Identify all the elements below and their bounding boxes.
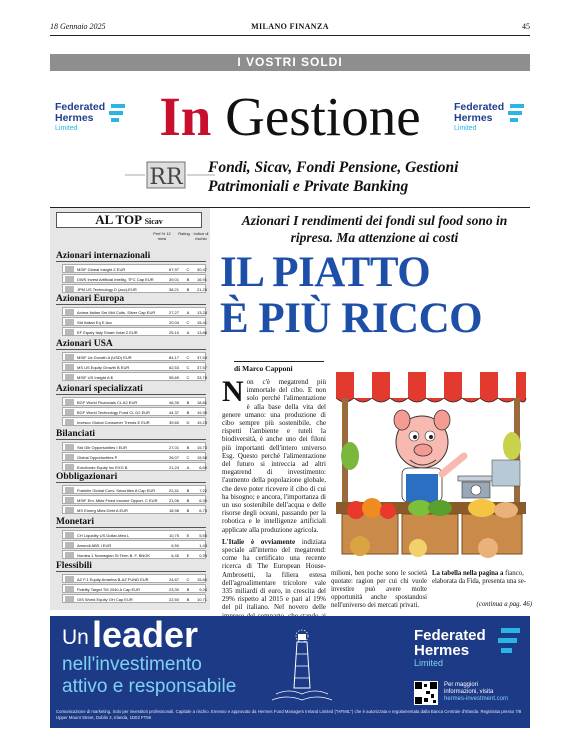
col-rating-header: Rating — [178, 231, 190, 236]
fund-name: Global Opportunities P — [77, 455, 118, 460]
fund-chart-icon — [65, 399, 74, 405]
fund-chart-icon — [65, 464, 74, 470]
altop-title — [56, 212, 202, 228]
sponsor-name-1: Federated — [55, 101, 106, 113]
fund-rating: B — [186, 498, 190, 503]
category-heading: Bilanciati — [56, 428, 206, 440]
masthead-subtitle: Fondi, Sicav, Fondi Pensione, Gestioni Patrimoniali e Private Banking — [208, 159, 459, 195]
altop-title-text: AL TOP — [95, 212, 142, 227]
article-body-col3 — [432, 570, 528, 586]
fund-rating: B — [186, 400, 190, 405]
masthead-title — [128, 86, 452, 148]
sponsor-mark-icon — [508, 104, 524, 124]
fund-row — [62, 307, 206, 316]
fund-risk-index: 13,88 — [196, 330, 207, 335]
hermes-advertisement[interactable] — [50, 616, 530, 728]
category-heading: Monetari — [56, 516, 206, 528]
qr-code-icon[interactable] — [414, 681, 438, 705]
fund-row — [62, 372, 206, 381]
ad-more-info — [444, 682, 526, 703]
sponsor-name-2: Hermes — [55, 112, 94, 124]
fund-name: BGF World Technology Fund CL D2 EUR — [77, 410, 151, 415]
page-number: 45 — [522, 22, 530, 31]
fund-risk-index: 9,24 — [199, 587, 207, 592]
ad-brand-1: Federated — [414, 627, 486, 644]
fund-chart-icon — [65, 542, 74, 548]
fund-rating: B — [186, 597, 190, 602]
fund-rating: C — [186, 455, 190, 460]
fund-name: CH Liquidity US Dollar-Med L — [77, 533, 130, 538]
fund-name: AZ F.1 Equity Amarina B-AZ FUND EUR — [77, 577, 149, 582]
fund-chart-icon — [65, 586, 74, 592]
fund-perf: 20,04 — [168, 320, 179, 325]
fund-chart-icon — [65, 576, 74, 582]
pig-character — [394, 410, 464, 502]
fund-chart-icon — [65, 276, 74, 282]
ad-brand-3: Limited — [414, 658, 444, 668]
fund-chart-icon — [65, 507, 74, 513]
fund-perf: 23,30 — [168, 587, 179, 592]
category-heading: Obbligazionari — [56, 471, 206, 483]
fund-perf: 27,27 — [168, 310, 179, 315]
fund-risk-index: 15,60 — [196, 577, 207, 582]
fund-rating: C — [186, 365, 190, 370]
fund-chart-icon — [65, 354, 74, 360]
fund-row — [62, 540, 206, 549]
fund-risk-index: 19,30 — [196, 410, 207, 415]
fund-rating: E — [186, 553, 190, 558]
ad-brand-2: Hermes — [414, 642, 470, 659]
fund-perf: 18,98 — [168, 508, 179, 513]
fund-name: Invesco Global Consumer Trends E EUR — [77, 420, 150, 425]
fund-chart-icon — [65, 286, 74, 292]
fund-name: Fidelity Target TM 2040 A Cap EUR — [77, 587, 140, 592]
ad-line-1: nell'investimento — [62, 654, 202, 675]
fund-name: MSIF US Insight A $ — [77, 375, 113, 380]
fund-rating: D — [186, 420, 190, 425]
fund-chart-icon — [65, 454, 74, 460]
fund-name: MS US Equity Growth B EUR — [77, 365, 130, 370]
fund-name: Nordea 1 Norwegian St Term B. F. BNOK — [77, 553, 151, 558]
sponsor-name-3: Limited — [55, 125, 78, 132]
sponsor-name-3: Limited — [454, 125, 477, 132]
fund-perf: 10,75 — [168, 533, 179, 538]
fund-row — [62, 452, 206, 461]
fund-name: Std Glb Opportunities I EUR — [77, 445, 128, 450]
fund-risk-index: 18,81 — [196, 400, 207, 405]
fund-row — [62, 362, 206, 371]
article-deck: Azionari I rendimenti dei fondi sul food sono in ripresa. Ma attenzione ai costi — [241, 213, 508, 245]
fund-chart-icon — [65, 532, 74, 538]
article-p2-lead: L'Italie è ovviamente — [222, 537, 296, 546]
fund-rating: B — [186, 410, 190, 415]
fund-chart-icon — [65, 419, 74, 425]
fund-perf: 44,37 — [168, 410, 179, 415]
section-banner: I VOSTRI SOLDI — [50, 54, 530, 71]
fund-perf: 55,69 — [168, 375, 179, 380]
ad-leader: leader — [92, 614, 199, 655]
fund-perf: 6,45 — [171, 553, 179, 558]
continued-note: (continua a pag. 46) — [476, 601, 532, 608]
fund-risk-index: 19,23 — [196, 420, 207, 425]
fund-name: DWS Invest Artificial Intellig. TFC Cap EUR — [77, 277, 154, 282]
fund-rating: A — [186, 330, 190, 335]
ad-disclaimer: Comunicazione di marketing. Solo per investitori professionali. Capitale a rischio. Emesso e approvato da Hermes Fund Managers Ireland Limited ("HFMIL") che è autorizzata e regolamentata dalla Banca Centrale d'Irlanda. Registrata presso 7/8 Upper Mount Street, Dublin 2, Irlanda, 1D02 FT59 — [56, 709, 522, 720]
ad-brand-logo — [414, 628, 524, 668]
fund-risk-index: 7,22 — [199, 488, 207, 493]
fund-risk-index: 6,69 — [199, 465, 207, 470]
article-p4: fianco, elaborata da Fida, presenta una se- — [432, 570, 526, 585]
col-index-header: Indice di rischio — [193, 231, 209, 241]
fund-risk-index: 1,43 — [199, 543, 207, 548]
fund-row — [62, 485, 206, 494]
fund-row — [62, 550, 206, 559]
article-body-col1 — [222, 375, 326, 628]
fund-name: BGF World Financials CL A2 EUR — [77, 400, 138, 405]
fund-risk-index: 15,73 — [196, 445, 207, 450]
fund-chart-icon — [65, 552, 74, 558]
fund-perf: 21,06 — [168, 498, 179, 503]
article-p1: on c'è megatrend più immortale del cibo. E non solo perché l'alimentazione è alla base della vita del genere umano: una produzione di cibo sempre più sostenibile, che rispetti l'ambiente e tuteli la biodiversità, è anche uno dei filoni più importanti dell'intero universo Esg. Questo perché l'alimentazione del futuro si intreccia ad altri megatrend di investimento: l'aumento della popolazione globale, che deve poter ricevere il cibo di cui ha bisogno; e ancora, l'importanza di un uso sostenibile dell'acqua e delle risorse degli oceani, passando per la robotica e le intelligenze artificiali applicate alla produzione agricola. — [222, 378, 326, 534]
sponsor-logo-right — [454, 102, 526, 146]
stall-awning — [336, 372, 526, 402]
fund-chart-icon — [65, 266, 74, 272]
ad-un: Un — [62, 626, 89, 649]
fund-perf: 25,10 — [168, 330, 179, 335]
fund-name: MS Emerg Mkts Debt A EUR — [77, 508, 128, 513]
issue-date: 18 Gennaio 2025 — [50, 22, 106, 31]
fund-rating: C — [186, 375, 190, 380]
fund-perf: 39,01 — [168, 277, 179, 282]
fund-row — [62, 417, 206, 426]
fund-risk-index: 10,71 — [196, 597, 207, 602]
fund-name: GIS World Equity OH Cap EUR — [77, 597, 133, 602]
article-body-col2: milioni, ben poche sono le società quotate: ragion per cui chi vuole investire può avere molte opportunità anche spostandosi nell'universo dei mercati privati. — [331, 570, 427, 609]
sponsor-logo-left — [55, 102, 127, 146]
fund-row — [62, 397, 206, 406]
category-heading: Flessibili — [56, 560, 206, 572]
fund-name: JPM US Technology D (acc)-EUR — [77, 287, 137, 292]
fund-name: MSIF Us Growth A (USD) EUR — [77, 355, 132, 360]
fund-row — [62, 505, 206, 514]
category-heading: Azionari USA — [56, 338, 206, 350]
ad-brand-mark-icon — [498, 628, 520, 658]
fund-rating: B — [186, 508, 190, 513]
fund-row — [62, 352, 206, 361]
headline-line-2: È PIÙ RICCO — [220, 295, 483, 342]
fund-rating: C — [186, 355, 190, 360]
fund-chart-icon — [65, 319, 74, 325]
sponsor-name-2: Hermes — [454, 112, 493, 124]
fund-perf: 26,07 — [168, 455, 179, 460]
ad-more-2: informazioni, visita — [444, 689, 494, 695]
col-perf-header: Perf.% 12 mesi — [153, 231, 171, 241]
fund-name: Eurofondo Equity Inc EXG B — [77, 465, 128, 470]
fund-chart-icon — [65, 364, 74, 370]
fund-risk-index: 0,39 — [199, 553, 207, 558]
ad-url-link[interactable]: hermes-investment.com — [444, 696, 509, 702]
rr-logo — [125, 160, 215, 190]
masthead — [50, 72, 530, 208]
ad-more-1: Per maggiori — [444, 682, 479, 688]
fund-rating: B — [186, 587, 190, 592]
title-gestione: Gestione — [225, 86, 421, 147]
fund-perf: 6,50 — [171, 543, 179, 548]
fund-risk-index: 15,41 — [196, 320, 207, 325]
scale-icon — [458, 476, 494, 498]
fund-risk-index: 5,55 — [199, 533, 207, 538]
fund-perf: 22,41 — [168, 488, 179, 493]
sponsor-name-1: Federated — [454, 101, 505, 113]
fund-perf: 24,67 — [168, 577, 179, 582]
fund-rating: B — [186, 277, 190, 282]
fund-chart-icon — [65, 309, 74, 315]
fund-chart-icon — [65, 329, 74, 335]
fund-rating: B — [186, 287, 190, 292]
ad-line-2: attivo e responsabile — [62, 676, 237, 697]
fund-risk-index: 30,47 — [196, 267, 207, 272]
fund-name: MSIF Global Insight Z EUR — [77, 267, 126, 272]
fund-risk-index: 16,91 — [196, 277, 207, 282]
fund-rating: A — [186, 310, 190, 315]
sponsor-mark-icon — [109, 104, 125, 124]
fund-row — [62, 442, 206, 451]
fund-risk-index: 21,25 — [196, 287, 207, 292]
fund-row — [62, 495, 206, 504]
fund-perf: 39,60 — [168, 420, 179, 425]
page-header — [50, 22, 530, 36]
fund-row — [62, 284, 206, 293]
fund-row — [62, 530, 206, 539]
fund-row — [62, 462, 206, 471]
article-byline: di Marco Capponi — [234, 361, 324, 373]
fund-name: Amundi ABS I EUR — [77, 543, 112, 548]
fund-risk-index: 33,78 — [196, 375, 207, 380]
fund-row — [62, 584, 206, 593]
fund-row — [62, 327, 206, 336]
fund-chart-icon — [65, 596, 74, 602]
article-headline — [220, 250, 525, 342]
food-stall-illustration — [332, 364, 530, 568]
article-p2: indiziata speciale all'interno del megatrend: come ha certificato una recente ricerca di The European House-Ambrosetti, la filiera estesa dell'agroalimentare tricolore vale 335 miliardi di euro, in crescita del 29% rispetto al 2015 e pari al 19% del pil italiano. Nel novero delle — [222, 537, 326, 612]
fund-perf: 21,24 — [168, 465, 179, 470]
category-heading: Azionari specializzati — [56, 383, 206, 395]
category-heading: Azionari internazionali — [56, 250, 206, 262]
fund-rating: A — [186, 465, 190, 470]
fund-name: Franklin Global Conv. Securities A Cap EUR — [77, 488, 156, 493]
fund-rating: E — [186, 533, 190, 538]
headline-line-1: IL PIATTO — [220, 249, 431, 296]
vegetable-crates — [342, 498, 522, 558]
fund-perf: 38,21 — [168, 287, 179, 292]
fund-chart-icon — [65, 409, 74, 415]
fund-rating: B — [186, 445, 190, 450]
fund-perf: 62,53 — [168, 365, 179, 370]
fund-rating: B — [186, 488, 190, 493]
fund-perf: 27,01 — [168, 445, 179, 450]
fund-perf: 46,39 — [168, 400, 179, 405]
fund-perf: 67,97 — [168, 267, 179, 272]
fund-chart-icon — [65, 444, 74, 450]
fund-row — [62, 274, 206, 283]
article-p4-lead: La tabella nella pagina a — [432, 570, 504, 577]
fund-chart-icon — [65, 497, 74, 503]
fund-perf: 22,50 — [168, 597, 179, 602]
fund-chart-icon — [65, 487, 74, 493]
fund-row — [62, 594, 206, 603]
fund-risk-index: 37,57 — [196, 365, 207, 370]
altop-suffix: Sicav — [144, 217, 163, 226]
lighthouse-icon — [272, 624, 332, 706]
fund-rating: C — [186, 577, 190, 582]
fund-risk-index: 37,53 — [196, 355, 207, 360]
fund-name: MSIF Em. Mkts Fixed Income Opport. C EUR — [77, 498, 158, 503]
fund-risk-index: 13,24 — [196, 310, 207, 315]
publication-name: MILANO FINANZA — [251, 22, 329, 31]
fund-chart-icon — [65, 374, 74, 380]
fund-perf: 84,17 — [168, 355, 179, 360]
fund-name: Anima Italian Sm Mid Cults. Silver Cap EUR — [77, 310, 156, 315]
fund-row — [62, 264, 206, 273]
drop-cap: N — [222, 375, 244, 408]
rr-logo-text: RR — [149, 165, 183, 190]
fund-row — [62, 574, 206, 583]
fund-risk-index: 15,58 — [196, 455, 207, 460]
fund-rating: C — [186, 267, 190, 272]
fund-rating: C — [186, 320, 190, 325]
fund-name: Std Italian Eq E Acc — [77, 320, 113, 325]
fund-row — [62, 317, 206, 326]
fund-risk-index: 6,39 — [199, 498, 207, 503]
fund-row — [62, 407, 206, 416]
category-heading: Azionari Europa — [56, 293, 206, 305]
fund-risk-index: 6,73 — [199, 508, 207, 513]
title-in: In — [159, 86, 212, 147]
fund-name: EF Equity Italy Smart Volat Z EUR — [77, 330, 138, 335]
